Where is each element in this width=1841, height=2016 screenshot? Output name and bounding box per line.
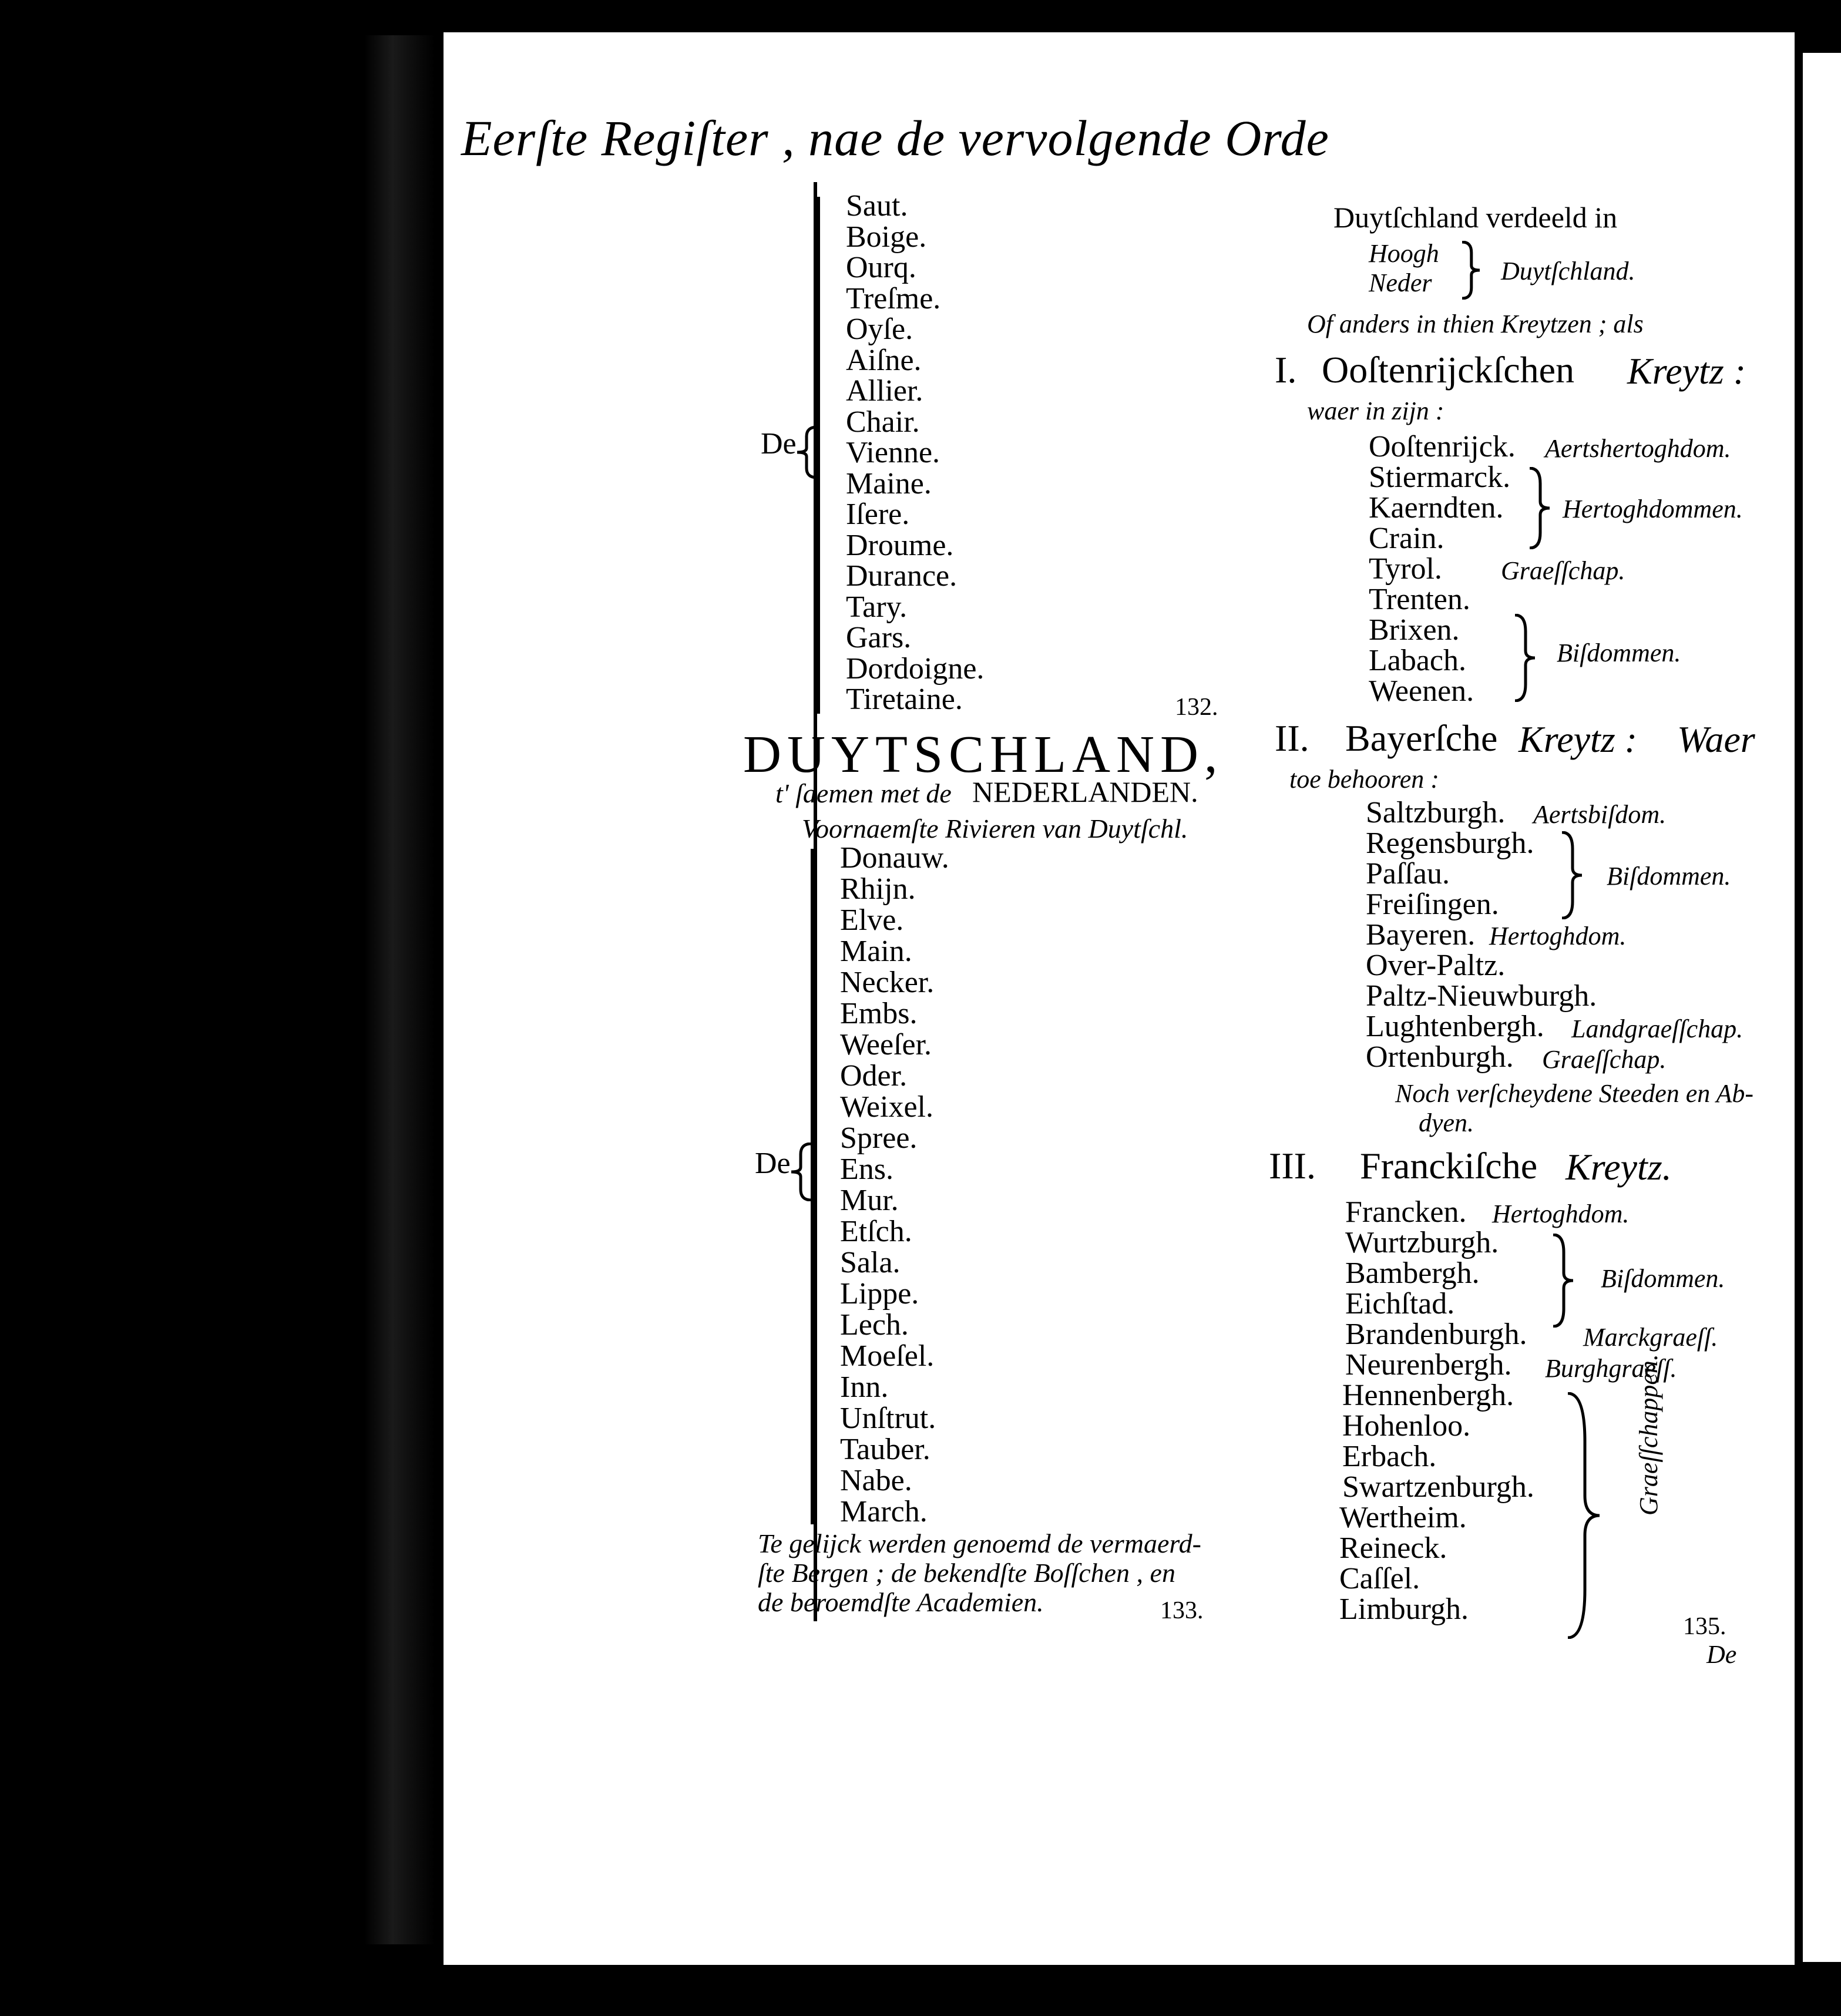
region-label: Hertoghdom. — [1492, 1199, 1630, 1228]
region-name: Brandenburgh. — [1345, 1318, 1527, 1351]
river-item: Nabe. — [840, 1464, 912, 1497]
region-name: Paltz-Nieuwburgh. — [1366, 979, 1597, 1013]
river-item: Treſme. — [846, 281, 941, 315]
region-name: Wertheim. — [1339, 1501, 1467, 1534]
region-name: Hennenbergh. — [1342, 1379, 1514, 1412]
region-name: Lughtenbergh. — [1366, 1010, 1544, 1043]
hoogh-neder-brace — [1460, 241, 1481, 300]
section-numeral: III. — [1269, 1145, 1316, 1187]
de-brace — [796, 426, 819, 479]
section-title: Franckiſche — [1360, 1145, 1538, 1187]
page-number: 135. — [1683, 1613, 1726, 1640]
region-name: Bambergh. — [1345, 1256, 1480, 1290]
region-label: Biſdommen. — [1607, 862, 1731, 891]
river-item: Weixel. — [840, 1090, 933, 1124]
section-kreytz: Kreytz : — [1627, 350, 1746, 392]
region-name: Caſſel. — [1339, 1562, 1420, 1595]
river-item: Boige. — [846, 220, 927, 254]
region-label: Hertoghdom. — [1489, 922, 1627, 950]
section-title: Ooſtenrijckſchen — [1322, 349, 1575, 391]
river-item: Inn. — [840, 1370, 889, 1404]
page-number: 132. — [1175, 694, 1218, 721]
region-name: Eichſtad. — [1345, 1287, 1455, 1321]
river-item: Dordoigne. — [846, 651, 985, 686]
river-item: Lippe. — [840, 1277, 919, 1311]
river-item: March. — [840, 1495, 928, 1528]
duytschland-label: Duytſchland. — [1501, 257, 1635, 285]
river-item: Weeſer. — [840, 1028, 932, 1061]
river-item: Sala. — [840, 1246, 901, 1279]
book-spine-edge — [364, 35, 435, 1944]
graefschappen-brace — [1565, 1392, 1601, 1639]
river-item: Necker. — [840, 966, 935, 999]
river-item: Aiſne. — [846, 343, 922, 377]
region-name: Wurtzburgh. — [1345, 1226, 1499, 1259]
intro-line: Duytſchland verdeeld in — [1333, 201, 1618, 234]
footer-line: ſte Bergen ; de bekendſte Boſſchen , en — [758, 1558, 1175, 1588]
river-item: Tauber. — [840, 1433, 930, 1466]
river-item: Ens. — [840, 1153, 893, 1186]
river-item: Oder. — [840, 1059, 908, 1093]
river-item: Moeſel. — [840, 1339, 935, 1373]
region-name: Paſſau. — [1366, 857, 1450, 891]
region-label: Landgraeſſchap. — [1571, 1014, 1743, 1043]
river-item: Allier. — [846, 374, 923, 408]
region-name: Ooſtenrijck. — [1369, 430, 1516, 463]
river-item: Durance. — [846, 559, 958, 593]
region-name: Neurenbergh. — [1345, 1348, 1512, 1382]
river-item: Iſere. — [846, 498, 910, 531]
subtitle-caps: NEDERLANDEN. — [972, 775, 1198, 808]
footer-line: de beroemdſte Academien. — [758, 1587, 1044, 1617]
de-label: De — [755, 1147, 791, 1180]
river-item: Unſtrut. — [840, 1402, 936, 1435]
river-item: Vienne. — [846, 436, 940, 469]
river-item: Chair. — [846, 405, 920, 439]
region-name: Tyrol. — [1369, 552, 1442, 586]
of-anders-line: Of anders in thien Kreytzen ; als — [1307, 310, 1644, 338]
region-name: Saltzburgh. — [1366, 796, 1506, 829]
hertoghdommen-brace — [1527, 467, 1551, 549]
section-waer: Waer — [1677, 718, 1755, 760]
region-name: Crain. — [1369, 522, 1444, 555]
section-numeral: I. — [1275, 349, 1297, 391]
river-item: Embs. — [840, 997, 918, 1030]
section-note: dyen. — [1419, 1108, 1474, 1137]
page-number: 133. — [1160, 1597, 1204, 1624]
region-name: Francken. — [1345, 1195, 1467, 1229]
region-name: Limburgh. — [1339, 1592, 1469, 1626]
river-item: Oyſe. — [846, 313, 913, 346]
region-label: Graeſſchap. — [1542, 1045, 1667, 1074]
region-label: Burghgraeſſ. — [1545, 1354, 1677, 1383]
section-title: Bayerſche — [1345, 717, 1498, 759]
region-label: Aertsbiſdom. — [1533, 800, 1667, 829]
region-name: Hohenloo. — [1342, 1409, 1471, 1443]
page-header: Eerſte Regiſter , nae de vervolgende Orde — [461, 110, 1329, 166]
region-label: Graeſſchap. — [1501, 556, 1625, 585]
region-name: Regensburgh. — [1366, 826, 1534, 860]
river-item: Ourq. — [846, 251, 916, 284]
region-label: Aertshertoghdom. — [1545, 434, 1731, 463]
de-brace — [790, 1143, 814, 1201]
river-item: Main. — [840, 935, 912, 968]
section-kreytz: Kreytz : — [1519, 718, 1638, 760]
region-label: Hertoghdommen. — [1563, 495, 1743, 523]
section-note: Noch verſcheydene Steeden en Ab- — [1395, 1079, 1754, 1108]
river-item: Elve. — [840, 903, 904, 937]
region-name: Bayeren. — [1366, 918, 1476, 952]
footer-line: Te gelijck werden genoemd de vermaerd- — [758, 1528, 1201, 1558]
region-label: Biſdommen. — [1557, 639, 1681, 667]
region-name: Stiermarck. — [1369, 461, 1511, 494]
section-numeral: II. — [1275, 717, 1309, 759]
region-name: Over-Paltz. — [1366, 949, 1506, 982]
region-name: Kaerndten. — [1369, 491, 1504, 525]
rivers-heading: Voornaemſte Rivieren van Duytſchl. — [802, 814, 1188, 844]
river-item: Lech. — [840, 1308, 909, 1342]
river-item: Droume. — [846, 528, 954, 562]
hoogh-label: Hoogh — [1369, 239, 1439, 268]
region-name: Ortenburgh. — [1366, 1040, 1514, 1074]
section-subtitle: toe behooren : — [1289, 765, 1439, 794]
river-item: Tiretaine. — [846, 683, 963, 716]
river-item: Gars. — [846, 621, 912, 654]
bisdommen-brace — [1560, 831, 1583, 919]
region-name: Erbach. — [1342, 1440, 1437, 1473]
river-item: Rhijn. — [840, 872, 916, 906]
region-name: Trenten. — [1369, 583, 1470, 616]
de-label: De — [761, 427, 797, 461]
section-kreytz: Kreytz. — [1565, 1146, 1672, 1188]
river-item: Spree. — [840, 1121, 918, 1155]
river-item: Etſch. — [840, 1215, 912, 1248]
region-label: Marckgraeſſ. — [1583, 1323, 1718, 1352]
section-title: DUYTSCHLAND, — [743, 725, 1224, 784]
region-name: Brixen. — [1369, 613, 1460, 647]
region-name: Weenen. — [1369, 674, 1474, 708]
river-item: Tary. — [846, 590, 908, 624]
river-item: Saut. — [846, 189, 908, 223]
subtitle-italic: t' ſaemen met de — [775, 778, 952, 808]
page-gap — [1795, 53, 1803, 1962]
river-item: Maine. — [846, 466, 932, 500]
river-item: Mur. — [840, 1184, 899, 1217]
bisdommen-brace — [1551, 1234, 1574, 1328]
bisdommen-brace — [1513, 614, 1536, 702]
graefschappen-label: Graeſſchappen. — [1634, 1354, 1663, 1516]
catchword: De — [1706, 1640, 1737, 1669]
region-name: Reineck. — [1339, 1531, 1447, 1565]
region-name: Freiſingen. — [1366, 888, 1499, 921]
region-name: Labach. — [1369, 644, 1467, 677]
section-subtitle: waer in zijn : — [1307, 397, 1444, 425]
region-name: Swartzenburgh. — [1342, 1470, 1534, 1504]
neder-label: Neder — [1369, 268, 1432, 297]
river-item: Donauw. — [840, 841, 949, 875]
region-label: Biſdommen. — [1601, 1264, 1725, 1293]
